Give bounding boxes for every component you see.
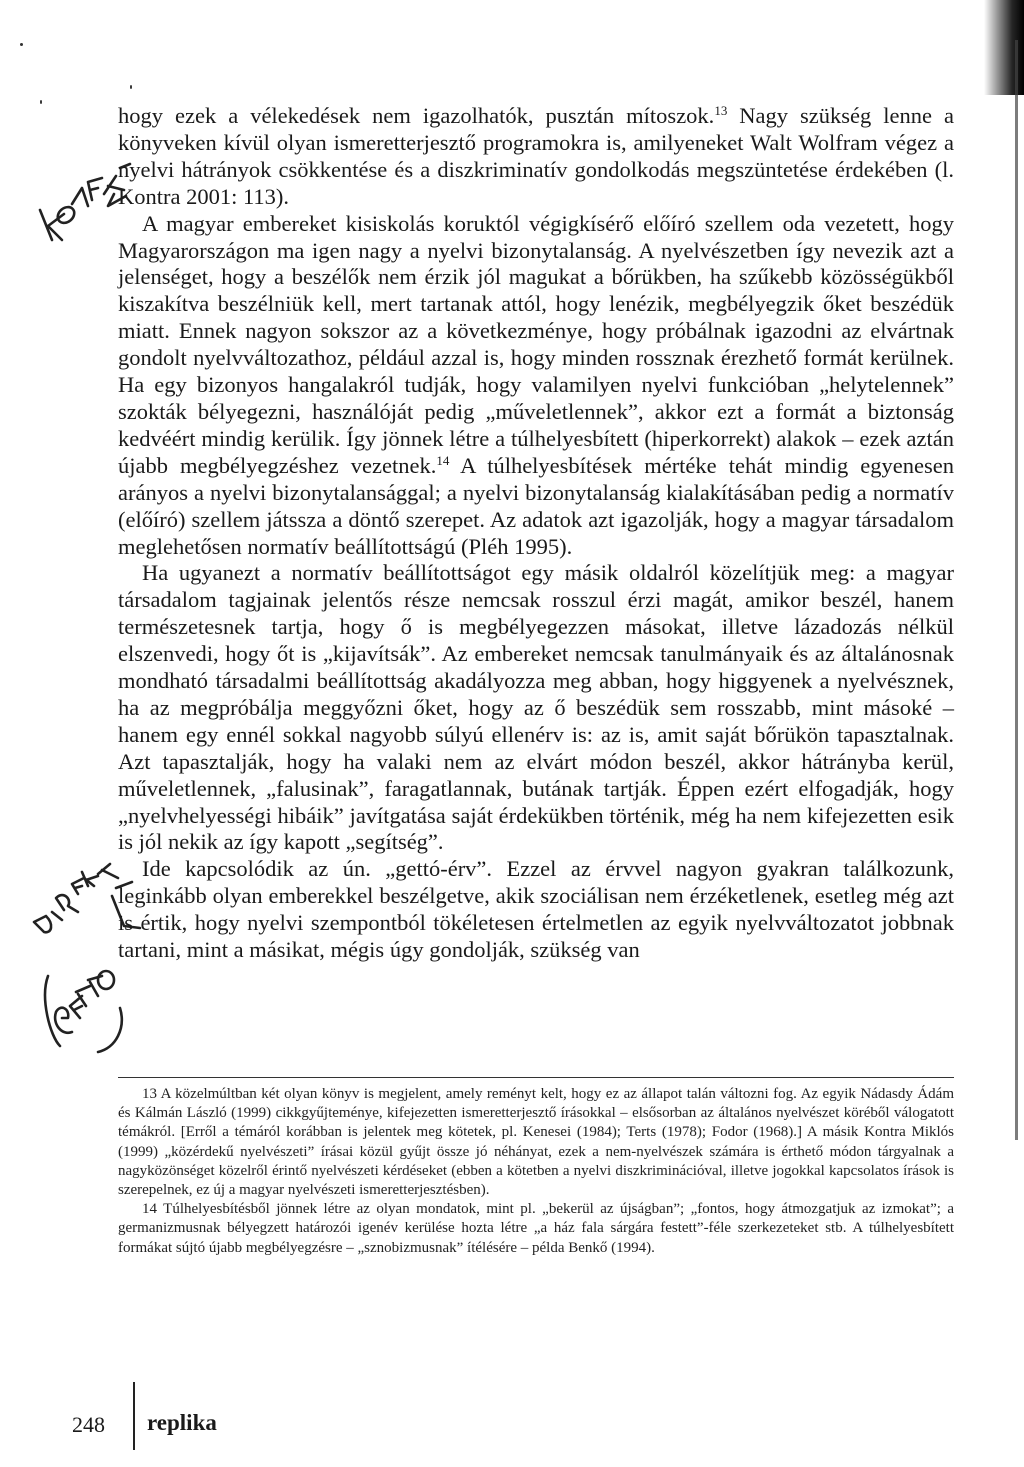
scan-speck: [130, 85, 132, 89]
folio-divider: [133, 1382, 135, 1450]
paragraph-text: A magyar embereket kisiskolás koruktól végigkísérő előíró szellem oda vezetett, hogy Magyarországon ma igen nagy a nyelvi bizonytalanság. A nyelvészetben így nevezik azt a jelenséget, hogy a beszélők nem érzik jól magukat a bőrükben, ha szűkebb közösségükből kiszakítva beszélniük kell, mert tartanak attól, hogy lenézik, megbélyegzik őket beszédük miatt. Ennek nagyon sokszor az a következménye, hogy próbálnak igazodni az elvártnak gondolt nyelvváltozathoz, például azzal is, hogy minden rossznak érezhető formát kerülnek. Ha egy bizonyos hangalakról tudják, hogy valamilyen nyelvi funkcióban „helytelennek” szokták bélyegezni, használóját pedig „műveletlennek”, akkor ezt a formát a biztonság kedvéért mindig kerülik. Így jönnek létre a túlhelyesbített (hiperkorrekt) alakok – ezek aztán újabb megbélyegzéshez vezetnek.: [118, 210, 954, 478]
footnote-14: 14 Túlhelyesbítésből jönnek létre az olyan mondatok, mint pl. „bekerül az újságban”; „fontos, hogy átmozgatjuk az izmokat”; a germanizmusnak bélyegzett határozói igenév kerülése hozta létre „a ház fala sárgára festett”-féle szerkezeteket stb. A túlhelyesbített formákat sújtó újabb megbélyegzésre – „sznobizmusnak” ítélésére – példa Benkő (1994).: [118, 1201, 954, 1256]
scan-speck: [20, 43, 23, 46]
paragraph: [118, 211, 954, 561]
paragraph-text: hogy ezek a vélekedések nem igazolhatók, pusztán mítoszok.: [118, 103, 715, 128]
paragraph-text: A túlhelyesbítések mértéke tehát mindig egyenesen arányos a nyelvi bizonytalansággal; a nyelvi bizonytalanság kialakításában pedig a normatív (előíró) szellem játssza a döntő szerepet. Az adatok azt igazolják, hogy a magyar társadalom meglehetősen normatív beállítottságú (Pléh 1995).: [118, 452, 954, 559]
scan-edge-line: [1015, 40, 1018, 1140]
footnote-ref-14: 14: [436, 452, 450, 468]
footnote-ref-13: 13: [714, 103, 728, 118]
journal-name: replika: [147, 1410, 217, 1435]
paragraph: [118, 103, 954, 211]
paragraph: Ide kapcsolódik az ún. „gettó-érv”. Ezzel az érvvel nagyon gyakran találkozunk, leginkább olyan emberekkel beszélgetve, akik szociálisan nem érzéketlenek, esetleg még azt is értik, hogy nyelvi szempontból tökéletesen értelmetlen az egyik nyelvváltozatot jobbnak tartani, mint a másikat, mégis úgy gondolják, szükség van: [118, 856, 954, 963]
paragraph: Ha ugyanezt a normatív beállítottságot egy másik oldalról közelítjük meg: a magyar társadalom tagjainak jelentős része nemcsak rosszul érzi magát, amikor beszél, hanem természetesnek tartja, hogy ő is megbélyegezzen másokat, illetve lázadozás nélkül elszenvedi, hogy őt is „kijavítsák”. Az embereket nemcsak tanulmányaik és az általánosnak mondható társadalmi beállítottság akadályozza meg abban, hogy higgyenek a nyelvésznek, ha az megpróbálja meggyőzni őket, hogy az ő beszédük sem rosszabb, mint másoké – hanem egy ennél sokkal nagyobb súlyú ellenérv is: az is, amit saját bőrükön tapasztalnak. Azt tapasztalják, hogy ha valaki nem az elvárt módon beszél, akkor hátrányba kerül, műveletlennek, „falusinak”, faragatlannak, butának tartják. Éppen ezért elfogadják, hogy „nyelvhelyességi hibáik” javítgatása saját érdekükben történik, még ha nem kifejezetten esik is jól nekik az így kapott „segítség”.: [118, 560, 954, 855]
scan-edge-shadow: [984, 0, 1024, 95]
footnote-13: 13 A közelmúltban két olyan könyv is megjelent, amely reményt kelt, hogy ez az állapot talán változni fog. Az egyik Nádasdy Ádám és Kálmán László (1999) cikkgyűjteménye, kifejezetten ismeretterjesztő írásokkal – elsősorban az általános nyelvészet köréből válogatott témákról. [Erről a témáról korábban is jelentek meg kötetek, pl. Kenesei (1984); Terts (1978); Fodor (1968).] A másik Kontra Miklós (1999) „közérdekű nyelvészeti” írásai közül gyűjt össze jó néhányat, ezek a nem-nyelvészek számára is érthető módon tárgyalnak a nagyközönséget közelről érintő nyelvészeti kérdéseket (ebben a kötetben a nyelvi diszkriminációval, illetve jogokkal kapcsolatos írások is szerepelnek, ez új a magyar nyelvészeti ismeretterjesztésben).: [118, 1086, 954, 1199]
footnote-separator: [118, 1077, 954, 1078]
footnotes: [118, 1085, 954, 1258]
page-number: 248: [72, 1412, 105, 1437]
body-text: [118, 103, 954, 964]
paragraph-text: Nagy szükség lenne a könyveken kívül olyan ismeretterjesztő programokra is, amilyeneket Walt Wolfram végez a nyelvi hátrányok csökkentése és a diszkriminatív gondolkodás megszüntetése érdekében (l. Kontra 2001: 113).: [118, 103, 954, 209]
handwritten-note-getto: [40, 948, 140, 1063]
scan-speck: [40, 100, 42, 104]
